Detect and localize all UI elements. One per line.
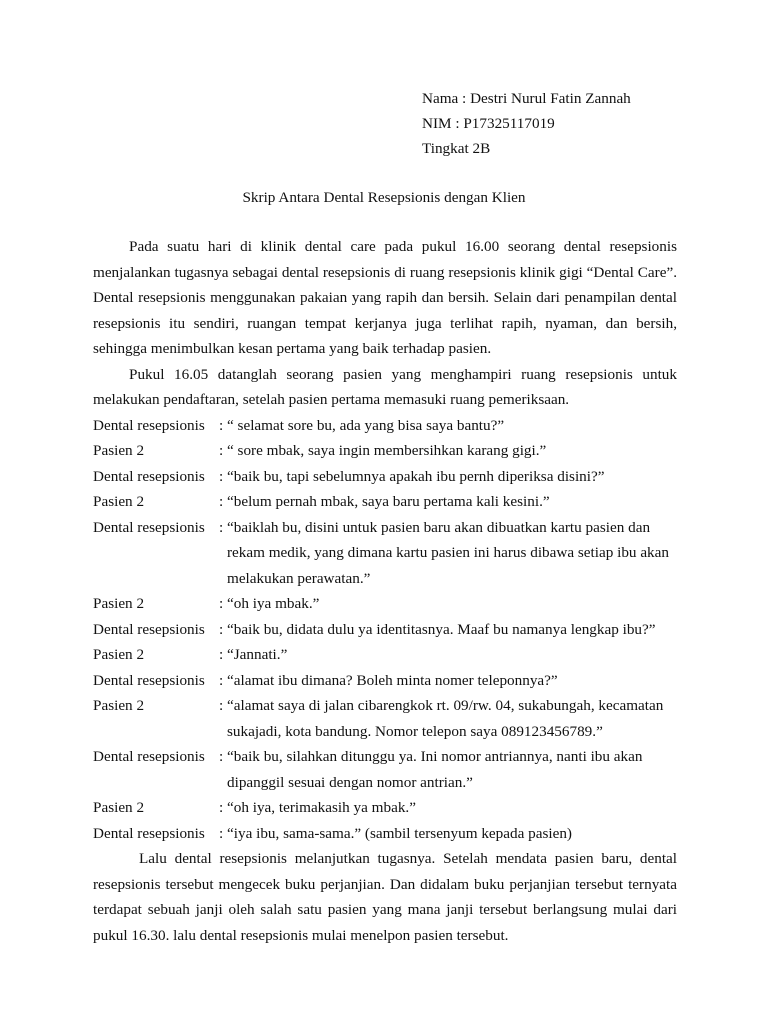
student-info [422, 86, 631, 161]
utterance-continuation: rekam medik, yang dimana kartu pasien ini harus dibawa setiap ibu akan melakukan perawatan.” [227, 544, 669, 587]
dialogue-row [93, 693, 677, 744]
dialogue-row [93, 515, 677, 592]
speaker: Dental resepsionis [93, 416, 205, 434]
utterance: : “baik bu, tapi sebelumnya apakah ibu pernh diperiksa disini?” [219, 467, 605, 485]
utterance: : “alamat saya di jalan cibarengkok rt. 09/rw. 04, sukabungah, kecamatan sukajadi, kota bandung. Nomor telepon saya 089123456789.” [219, 693, 677, 744]
dialogue-row [93, 489, 677, 515]
speaker: Dental resepsionis [93, 620, 205, 638]
intro-paragraph: Pada suatu hari di klinik dental care pada pukul 16.00 seorang dental resepsionis menjalankan tugasnya sebagai dental resepsionis di ruang resepsionis klinik gigi “Dental Care”. Dental resepsionis menggunakan pakaian yang rapih dan bersih. Selain dari penampilan dental resepsionis itu sendiri, ruangan tempat kerjanya juga terlihat rapih, nyaman, dan bersih, sehingga menimbulkan kesan pertama yang baik terhadap pasien. [93, 238, 677, 357]
student-nim: NIM : P17325117019 [422, 115, 555, 132]
speaker: Pasien 2 [93, 595, 145, 612]
speaker: Pasien 2 [93, 697, 145, 714]
utterance: : “oh iya mbak.” [219, 595, 320, 612]
utterance: : “oh iya, terimakasih ya mbak.” [219, 799, 416, 816]
utterance-continuation: dipanggil sesuai dengan nomor antrian.” [227, 773, 473, 791]
utterance: : “baik bu, didata dulu ya identitasnya. Maaf bu namanya lengkap ibu?” [219, 620, 656, 638]
speaker: Dental resepsionis [93, 467, 205, 485]
speaker: Pasien 2 [93, 442, 145, 459]
closing-paragraph: Lalu dental resepsionis melanjutkan tugasnya. Setelah mendata pasien baru, dental resepsionis tersebut mengecek buku perjanjian. Dan didalam buku perjanjian tersebut ternyata terdapat sebuah janji oleh salah satu pasien yang mana janji tersebut berlangsung mulai dari pukul 16.30. lalu dental resepsionis mulai menelpon pasien tersebut. [93, 850, 677, 944]
utterance: : “alamat ibu dimana? Boleh minta nomer teleponnya?” [219, 671, 558, 689]
utterance: : “baik bu, silahkan ditunggu ya. Ini nomor antriannya, nanti ibu akan dipanggil sesuai dengan nomor antrian.” [219, 744, 677, 795]
speaker: Dental resepsionis [93, 671, 205, 689]
dialogue [93, 413, 677, 847]
speaker: Dental resepsionis [93, 518, 205, 536]
dialogue-row [93, 668, 677, 694]
dialogue-row [93, 642, 677, 668]
utterance: : “ sore mbak, saya ingin membersihkan karang gigi.” [219, 442, 547, 459]
student-level: Tingkat 2B [422, 140, 491, 157]
dialogue-row [93, 464, 677, 490]
dialogue-row [93, 821, 677, 847]
utterance: : “baiklah bu, disini untuk pasien baru akan dibuatkan kartu pasien dan rekam medik, yang dimana kartu pasien ini harus dibawa setiap ibu akan melakukan perawatan.” [219, 515, 677, 592]
utterance: : “Jannati.” [219, 646, 288, 663]
dialogue-row [93, 795, 677, 821]
dialogue-row [93, 438, 677, 464]
dialogue-row [93, 413, 677, 439]
utterance: : “iya ibu, sama-sama.” (sambil tersenyum kepada pasien) [219, 824, 572, 842]
document-title: Skrip Antara Dental Resepsionis dengan Klien [242, 189, 526, 206]
speaker: Pasien 2 [93, 493, 145, 510]
dialogue-row [93, 617, 677, 643]
utterance-continuation: sukajadi, kota bandung. Nomor telepon saya 089123456789.” [227, 722, 603, 740]
speaker: Dental resepsionis [93, 748, 205, 765]
utterance: : “ selamat sore bu, ada yang bisa saya bantu?” [219, 416, 505, 434]
speaker: Dental resepsionis [93, 824, 205, 842]
utterance: : “belum pernah mbak, saya baru pertama kali kesini.” [219, 493, 550, 510]
dialogue-row [93, 744, 677, 795]
arrival-paragraph: Pukul 16.05 datanglah seorang pasien yang menghampiri ruang resepsionis untuk melakukan pendaftaran, setelah pasien pertama memasuki ruang pemeriksaan. [93, 365, 677, 408]
speaker: Pasien 2 [93, 799, 145, 816]
document-body [93, 234, 677, 948]
student-name: Nama : Destri Nurul Fatin Zannah [422, 90, 631, 107]
dialogue-row [93, 591, 677, 617]
speaker: Pasien 2 [93, 646, 145, 663]
